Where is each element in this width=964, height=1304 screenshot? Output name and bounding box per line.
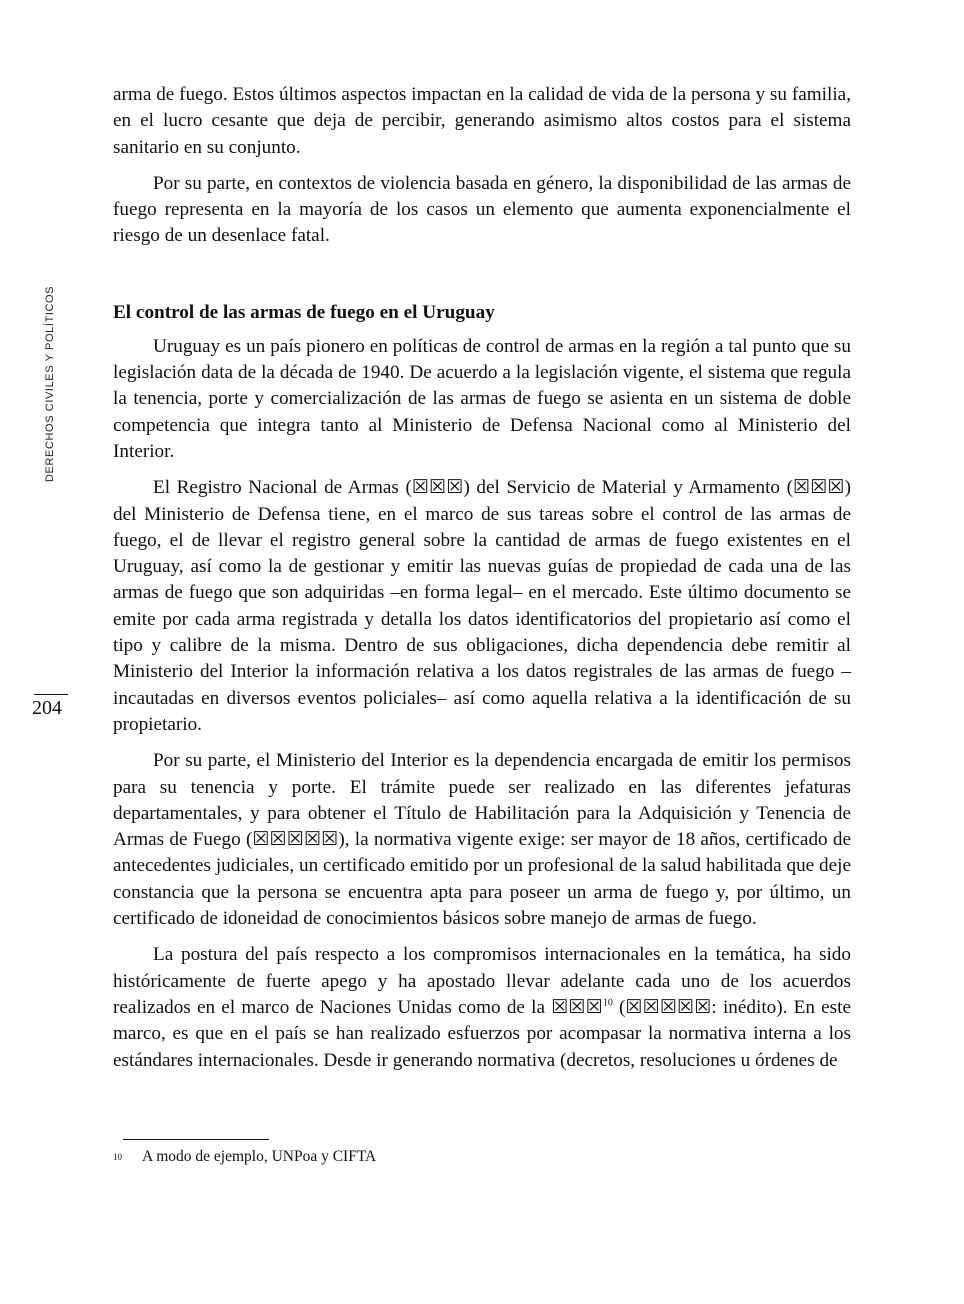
- footnote-reference: 10: [602, 997, 613, 1009]
- page-number-rule: [34, 694, 68, 695]
- footnote-text: A modo de ejemplo, UNPoa y CIFTA: [142, 1148, 377, 1165]
- footnote: [113, 1147, 376, 1167]
- paragraph-1: arma de fuego. Estos últimos aspectos impactan en la calidad de vida de la persona y su familia, en el lucro cesante que deja de percibir, generando asimismo altos costos para el sistema sanitario en su conjunto.: [113, 84, 851, 158]
- paragraph-6: [113, 942, 851, 1073]
- paragraph-2: Por su parte, en contextos de violencia basada en género, la disponibilidad de las armas de fuego representa en la mayoría de los casos un elemento que aumenta exponencialmente el riesgo de un desenlace fatal.: [113, 172, 851, 247]
- section-heading: El control de las armas de fuego en el Uruguay: [113, 301, 495, 323]
- paragraph-5: Por su parte, el Ministerio del Interior es la dependencia encargada de emitir los permisos para su tenencia y porte. El trámite puede ser realizado en las diferentes jefaturas departamentales, y para obtener el Título de Habilitación para la Adquisición y Tenencia de Armas de Fuego (☒☒☒☒☒), la normativa vigente exige: ser mayor de 18 años, certificado de antecedentes judiciales, un certificado emitido por un profesional de la salud habilitada que deje constancia que la persona se encuentra apta para poseer un arma de fuego y, por último, un certificado de idoneidad de conocimientos básicos sobre manejo de armas de fuego.: [113, 750, 851, 930]
- footnote-number: 10: [113, 1152, 122, 1162]
- paragraph-6-text-b: (☒☒☒☒☒: inédito). En este marco, es que en el país se han realizado esfuerzos por acompasar la normativa interna a los estándares internacionales. Desde ir generando normativa (decretos, resoluciones u órdenes de: [113, 996, 851, 1071]
- main-text: [113, 82, 851, 1084]
- footnote-separator: [123, 1139, 269, 1140]
- paragraph-4: El Registro Nacional de Armas (☒☒☒) del Servicio de Material y Armamento (☒☒☒) del Ministerio de Defensa tiene, en el marco de sus tareas sobre el control de las armas de fuego, el de llevar el registro general sobre la cantidad de armas de fuego existentes en el Uruguay, así como la de gestionar y emitir las nuevas guías de propiedad de cada una de las armas de fuego que son adquiridas –en forma legal– en el mercado. Este último documento se emite por cada arma registrada y detalla los datos identificatorios del propietario así como el tipo y calibre de la misma. Dentro de sus obligaciones, dicha dependencia debe remitir al Ministerio del Interior la información relativa a los datos registrales de las armas de fuego –incautadas en diversos eventos policiales– así como aquella relativa a la identificación de su propietario.: [113, 477, 851, 735]
- paragraph-3: Uruguay es un país pionero en políticas de control de armas en la región a tal punto que su legislación data de la década de 1940. De acuerdo a la legislación vigente, el sistema que regula la tenencia, porte y comercialización de las armas de fuego se asienta en un sistema de doble competencia que integra tanto al Ministerio de Defensa Nacional como al Ministerio del Interior.: [113, 335, 851, 462]
- paragraph-6-text-a: La postura del país respecto a los compromisos internacionales en la temática, ha sido históricamente de fuerte apego y ha apostado llevar adelante cada uno de los acuerdos realizados en el marco de Naciones Unidas como de la ☒☒☒: [113, 944, 851, 1018]
- page-number: 204: [32, 697, 62, 719]
- running-section-title: DERECHOS CIVILES Y POLÍTICOS: [44, 285, 56, 482]
